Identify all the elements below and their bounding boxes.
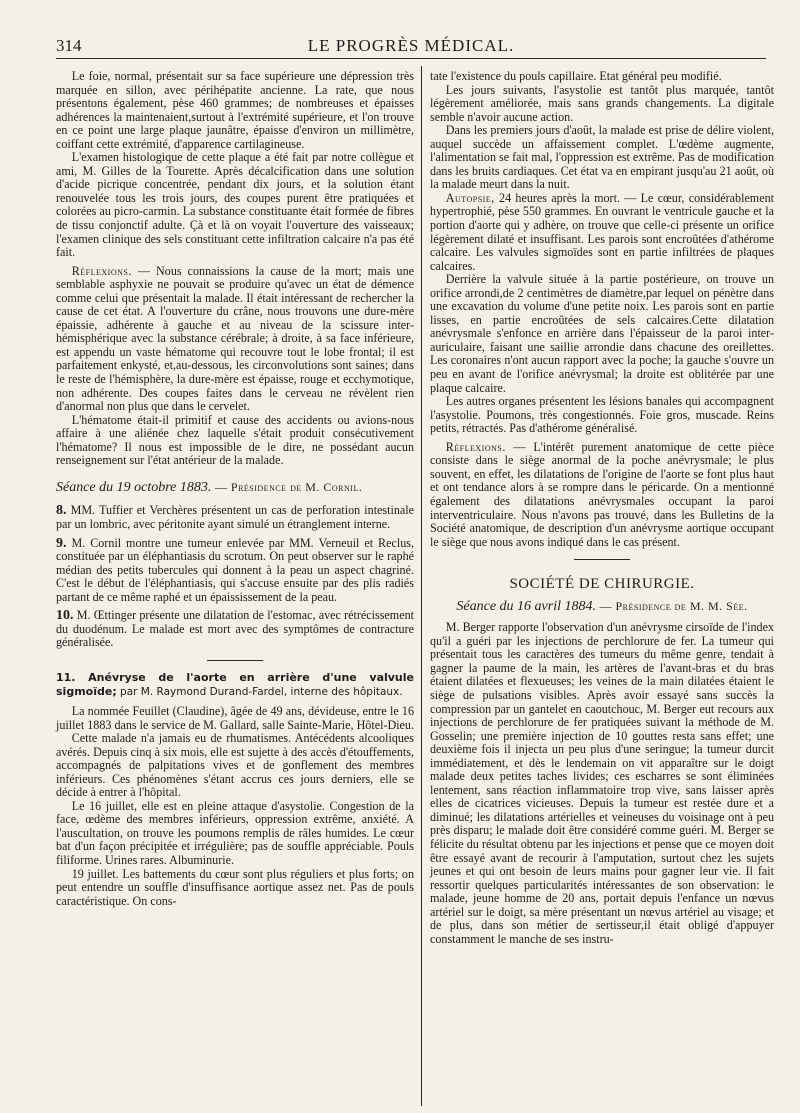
paragraph: 19 juillet. Les battements du cœur sont plus réguliers et plus forts; on peut entendre un souffle d'insuffisance aortique assez net. Pas de pouls caractéristique. On cons- xyxy=(56,866,414,908)
observation-author: par M. Raymond Durand-Fardel, interne des hôpitaux. xyxy=(116,686,403,699)
item-number: 10. xyxy=(56,608,74,624)
reflexions-text: — Nous connaissions la cause de la mort; mais une semblable asphyxie ne pouvait se produire qu'avec un état de démence comme celui que présentait la malade. Il était intéressant de rechercher la cause de cet état. A l'ouverture du crâne, nous trouvons une dure-mère épaissie, adhérente à gauche et au niveau de la scissure inter-hémisphérique avec la substance cérébrale; à droite, à sa face inférieure, est appendu un vaste hématome qui recouvre tout le lobe frontal; il est parfaitement enkysté, et,au-dessous, les circonvolutions sont saines; dans le reste de l'hémisphère, la dure-mère est épaisse, rouge et ecchymotique, non adhérente. Des coupes faites dans le cerveau ne révèlent rien d'anormal non plus que dans le cervelet. xyxy=(56,263,414,414)
seance-heading xyxy=(430,600,774,614)
paragraph: Dans les premiers jours d'août, la malade est prise de délire violent, auquel succède un affaissement complet. L'œdème augmente, l'alimentation se fait mal, l'oppression est extrême. Pas de modification dans les bruits cardiaques. Cet état va en empirant jusqu'au 21 août, où la malade meurt dans la nuit. xyxy=(430,123,774,192)
separator-rule xyxy=(207,660,263,661)
item-9 xyxy=(56,537,414,605)
left-column xyxy=(56,70,414,908)
reflexions-label: Réflexions. xyxy=(445,439,506,454)
item-8 xyxy=(56,504,414,531)
autopsie-label: Autopsie, xyxy=(445,190,495,205)
right-column xyxy=(430,70,774,946)
reflexions-label: Réflexions. xyxy=(71,263,132,278)
item-number: 9. xyxy=(56,535,67,551)
paragraph: L'hématome était-il primitif et cause des accidents ou avions-nous affaire à une aliénée chez laquelle s'était produit consécutivement l'hématome? Il nous est impossible de le dire, ne possédant aucun renseignement sur l'état antérieur de la malade. xyxy=(56,412,414,468)
observation-heading: 11. Anévryse de l'aorte en arrière d'une valvule sigmoïde; xyxy=(56,670,414,699)
item-text: MM. Tuffier et Verchères présentent un cas de perforation intestinale par un lombric, avec péritonite ayant simulé un étranglement interne. xyxy=(56,503,414,531)
item-number: 8. xyxy=(56,503,67,519)
seance-heading xyxy=(56,481,414,495)
paragraph: Derrière la valvule située à la partie postérieure, on trouve un orifice arrondi,de 2 centimètres de diamètre,par lequel on pénètre dans une excavation du volume d'une petite noix. Les parois sont en partie lisses, en partie encroûtées de sels calcaires.Cette dilatation anévrysmale s'enfonce en arrière dans l'épaisseur de la paroi inter-auriculaire, faisant une saillie arrondie dans chacune des oreillettes. Les coronaires n'ont aucun rapport avec la poche; la gauche s'ouvre un peu en avant de l'orifice anévrysmal; la droite est oblitérée par une plaque calcaire. xyxy=(430,272,774,395)
separator-rule xyxy=(574,559,630,560)
item-10 xyxy=(56,609,414,650)
reflexions-text: — L'intérêt purement anatomique de cette pièce consiste dans le siège anormal de la poche anévrysmale; le plus souvent, en effet, les dilatations de l'origine de l'aorte se font plus haut et ont tendance alors à se rompre dans le péricarde. On a mentionné également des dilatations anévrysmales occupant la paroi interventriculaire. Nous n'avons pas trouvé, dans les Bulletins de la Société anatomique, de description d'un anévrysme aortique occupant le siège que nous avons indiqué dans le cas présent. xyxy=(430,439,774,549)
autopsie-text: 24 heures après la mort. — Le cœur, considérablement hypertrophié, pèse 550 grammes. En ouvrant le ventricule gauche et la portion d'aorte qui y adhère, on trouve que celle-ci présente un orifice légèrement dilaté et insuffisant. Les parois sont encroûtées d'athérome calcaire. Les valvules sigmoïdes sont en partie infiltrées de plaques calcaires. xyxy=(430,190,774,273)
seance-presidence: — Présidence de M. Cornil. xyxy=(211,479,363,494)
society-title: SOCIÉTÉ DE CHIRURGIE. xyxy=(509,576,695,593)
paragraph: Cette malade n'a jamais eu de rhumatismes. Antécédents alcooliques avérés. Depuis cinq à six mois, elle est sujette à des accès d'étouffements, accompagnés de palpitations vives et de gonflement des membres inférieurs. Ces phénomènes s'étant accrus ces jours derniers, elle se décide à entrer à l'hôpital. xyxy=(56,731,414,800)
paragraph: Le 16 juillet, elle est en pleine attaque d'asystolie. Congestion de la face, œdème des membres inférieurs, oppression extrême, anxiété. A l'auscultation, on trouve les poumons remplis de râles humides. Le cœur bat d'un façon précipitée et irrégulière; pas de souffle appréciable. Pouls filiforme. Urines rares. Albuminurie. xyxy=(56,798,414,867)
item-text: M. Cornil montre une tumeur enlevée par MM. Verneuil et Reclus, constituée par un éléphantiasis du scrotum. On peut observer sur le raphé médian des petits tubercules qui donnent à la peau un aspect chagriné. C'est le début de l'éléphantiasis, qui s'accuse ensuite par des plis radiés partant de ce même raphé et un épaississement de la peau. xyxy=(56,535,414,604)
paragraph: tate l'existence du pouls capillaire. Etat général peu modifié. xyxy=(430,69,722,83)
page-number: 314 xyxy=(56,36,82,55)
seance-date: Séance du 16 avril 1884. xyxy=(456,598,596,614)
paragraph: Le foie, normal, présentait sur sa face supérieure une dépression très marquée en sillon, avec périhépatite ancienne. La rate, que nous présentons également, pèse 460 grammes; de nombreuses et épaisses adhérences la maintenaient,surtout à l'extrémité supérieure, et l'on trouve en ce point une large plaque jaunâtre, épaisse d'environ un millimètre, coiffant cette extrémité, d'apparence cartilagineuse. xyxy=(56,69,414,151)
paragraph: L'examen histologique de cette plaque a été fait par notre collègue et ami, M. Gilles de la Tourette. Après décalcification dans une solution d'acide picrique concentrée, pendant dix jours, et la solution étant renouvelée tous les trois jours, des coupes purent être pratiquées et colorées au picro-carmin. La substance constituante était formée de fibres de tissu conjonctif adulte. Çà et là on voyait l'ouverture des vaisseaux; l'examen clinique des sels constituant cette infiltration calcaire n'a pas été fait. xyxy=(56,150,414,260)
seance-presidence: — Présidence de M. M. Sée. xyxy=(595,598,748,613)
paragraph: La nommée Feuillet (Claudine), âgée de 49 ans, dévideuse, entre le 16 juillet 1883 dans le service de M. Gallard, salle Sainte-Marie, Hôtel-Dieu. xyxy=(56,703,414,732)
paragraph: Les autres organes présentent les lésions banales qui accompagnent l'asystolie. Poumons, très congestionnés. Foie gros, muscade. Reins petits, rétractés. Pas d'athérome généralisé. xyxy=(430,394,774,436)
paragraph: Les jours suivants, l'asystolie est tantôt plus marquée, tantôt légèrement améliorée, mais sans grands changements. La digitale semble n'avoir aucune action. xyxy=(430,82,774,124)
column-divider xyxy=(421,66,422,1106)
page-header xyxy=(56,36,766,59)
observation-title xyxy=(56,671,414,700)
running-title: LE PROGRÈS MÉDICAL. xyxy=(307,36,515,55)
reflexions-paragraph xyxy=(56,265,414,414)
paragraph: M. Berger rapporte l'observation d'un anévrysme cirsoïde de l'index qu'il a guéri par les injections de perchlorure de fer. La tumeur qui présentait tous les caractères des tumeurs du même genre, tendait à gagner la paume de la main, les artères de l'avant-bras et du bras étaient dilatées et flexueuses; les veines de la main dilatées étaient le siège de pulsations visibles. Après avoir essayé sans succès la compression par un gantelet en caoutchouc, M. Berger eut recours aux injections de perchlorure de fer pratiquées suivant la méthode de M. Gosselin; une première injection de 10 gouttes resta sans effet; une deuxième fois il injecta un peu plus d'une seringue; la tumeur durcit immédiatement, et dès le lendemain on vit apparaître sur le doigt malade deux petites taches livides; ces escharres se sont éliminées lentement, sans réaction inflammatoire trop vive, sans laisser après elles de cicatrices vicieuses. Depuis la tumeur est restée dure et a diminué; les dilatations artérielles et veineuses du voisinage ont à peu près disparu; le malade doit être considéré comme guéri. M. Berger se félicite du résultat obtenu par les injections et pense que ce moyen doit être essayé avant de recourir à l'amputation, surtout chez les sujets jeunes et qui ont besoin de leurs mains pour gagner leur vie. Il fait ressortir quelques particularités intéressantes de son observation: le malade, jeune homme de 20 ans, portait depuis l'enfance un nœvus artériel sur le doigt, sa mère présentant un nœvus artériel au visage; et de plus, dans son métier de sertisseur,il était obligé d'appuyer constamment le manche de ses instru- xyxy=(430,620,774,946)
reflexions-paragraph xyxy=(430,441,774,549)
autopsie-paragraph xyxy=(430,192,774,273)
item-text: M. Œttinger présente une dilatation de l'estomac, avec rétrécissement du duodénum. Le malade est mort avec des symptômes de contracture généralisée. xyxy=(56,608,414,650)
seance-date: Séance du 19 octobre 1883. xyxy=(56,479,212,495)
